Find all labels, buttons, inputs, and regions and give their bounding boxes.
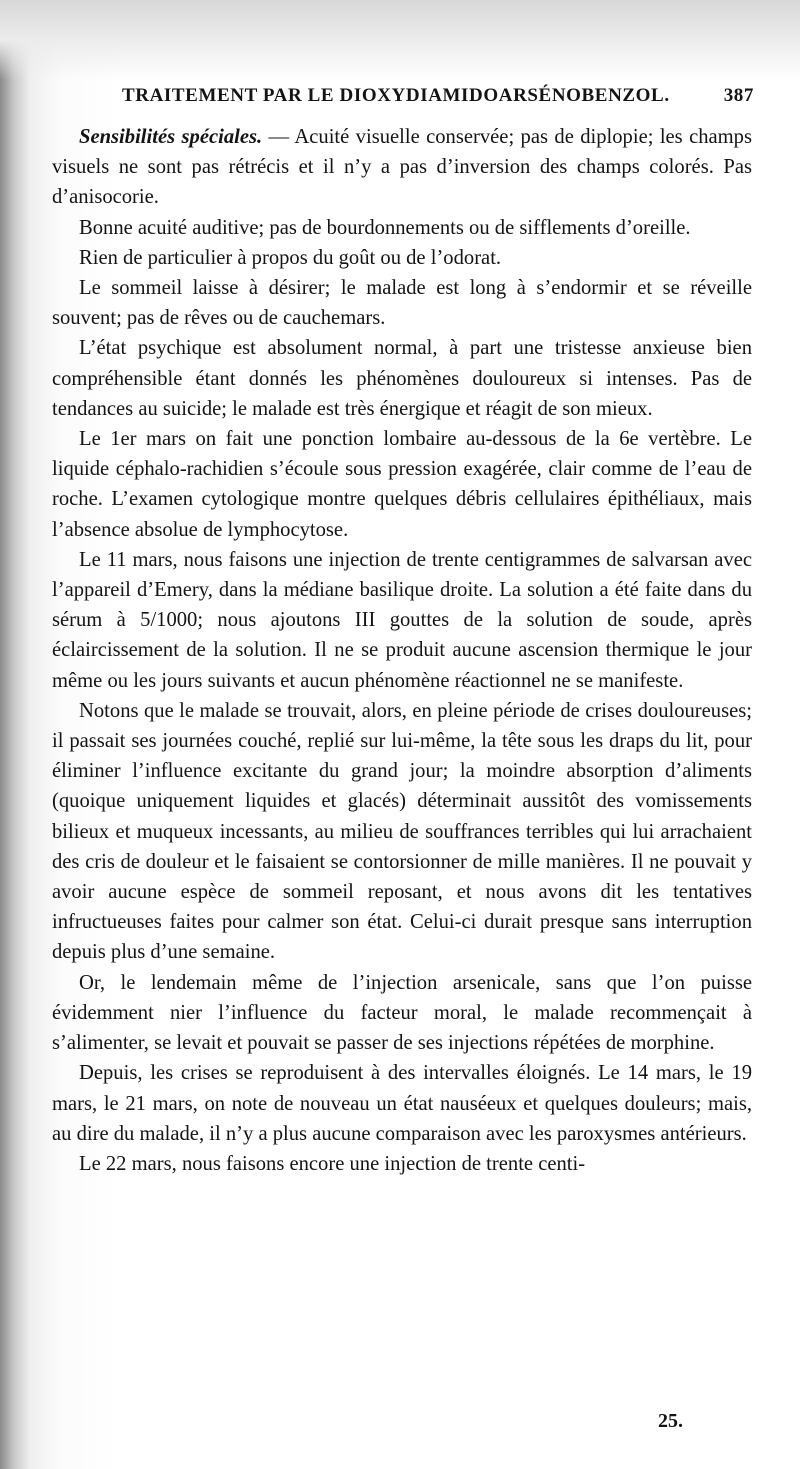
page-number: 387	[723, 85, 754, 106]
signature-mark: 25.	[658, 1410, 683, 1432]
running-header	[122, 85, 762, 107]
paragraph	[52, 333, 752, 424]
paragraph-text: Or, le lendemain même de l’injection arsenicale, sans que l’on puisse évidemment nier l’influence du facteur moral, le malade recommençait à s’alimenter, se levait et pouvait se passer de ses injections répétées de morphine.	[52, 971, 752, 1055]
body-text	[52, 122, 752, 1179]
paragraph-text: L’état psychique est absolument normal, à part une tristesse anxieuse bien compréhensible étant donnés les phénomènes douloureux si intenses. Pas de tendances au suicide; le malade est très énergique et réagit de son mieux.	[52, 337, 752, 420]
paragraph-text: Le 22 mars, nous faisons encore une injection de trente centi-	[79, 1152, 586, 1175]
paragraph-text: Le 11 mars, nous faisons une injection de trente centigrammes de salvarsan avec l’appareil d’Emery, dans la médiane basilique droite. La solution a été faite dans du sérum à 5/1000; nous ajoutons III gouttes de la solution de soude, après éclaircissement de la solution. Il ne se produit aucune ascension thermique le jour même ou les jours suivants et aucun phénomène réactionnel ne se manifeste.	[52, 548, 752, 692]
paragraph	[52, 1149, 752, 1179]
paragraph-text: Le sommeil laisse à désirer; le malade est long à s’endormir et se réveille souvent; pas de rêves ou de cauchemars.	[52, 277, 752, 330]
page-top-shading	[0, 0, 800, 80]
paragraph-text: Le 1er mars on fait une ponction lombaire au-dessous de la 6e vertèbre. Le liquide céphalo-rachidien s’écoule sous pression exagérée, clair comme de l’eau de roche. L’examen cytologique montre quelques débris cellulaires épithéliaux, mais l’absence absolue de lymphocytose.	[52, 428, 752, 541]
paragraph-text: Notons que le malade se trouvait, alors, en pleine période de crises douloureuses; il passait ses journées couché, replié sur lui-même, la tête sous les draps du lit, pour éliminer l’influence excitante du grand jour; la moindre absorption d’aliments (quoique uniquement liquides et glacés) déterminait aussitôt des vomissements bilieux et muqueux incessants, au milieu de souffrances terribles qui lui arrachaient des cris de douleur et le faisaient se contorsionner de mille manières. Il ne pouvait y avoir aucune espèce de sommeil reposant, et nous avons dit les tentatives infructueuses faites pour calmer son état. Celui-ci durait presque sans interruption depuis plus d’une semaine.	[52, 699, 752, 964]
paragraph	[52, 213, 752, 243]
paragraph-text: Depuis, les crises se reproduisent à des intervalles éloignés. Le 14 mars, le 19 mars, le 21 mars, on note de nouveau un état nauséeux et quelques douleurs; mais, au dire du malade, il n’y a plus aucune comparaison avec les paroxysmes antérieurs.	[52, 1062, 752, 1145]
paragraph	[52, 122, 752, 213]
paragraph	[52, 1058, 752, 1149]
paragraph	[52, 273, 752, 333]
header-title: TRAITEMENT PAR LE DIOXYDIAMIDOARSÉNOBENZOL.	[122, 85, 670, 106]
paragraph-text: — Acuité visuelle conservée; pas de diplopie; les champs visuels ne sont pas rétrécis et il n’y a pas d’inversion des champs colorés. Pas d’anisocorie.	[52, 126, 752, 209]
paragraph	[52, 243, 752, 273]
paragraph	[52, 696, 752, 968]
paragraph-text: Bonne acuité auditive; pas de bourdonnements ou de sifflements d’oreille.	[79, 216, 691, 239]
paragraph-text: Rien de particulier à propos du goût ou de l’odorat.	[79, 246, 502, 269]
paragraph	[52, 968, 752, 1059]
paragraph	[52, 424, 752, 545]
paragraph	[52, 545, 752, 696]
section-lead: Sensibilités spéciales.	[79, 126, 263, 148]
